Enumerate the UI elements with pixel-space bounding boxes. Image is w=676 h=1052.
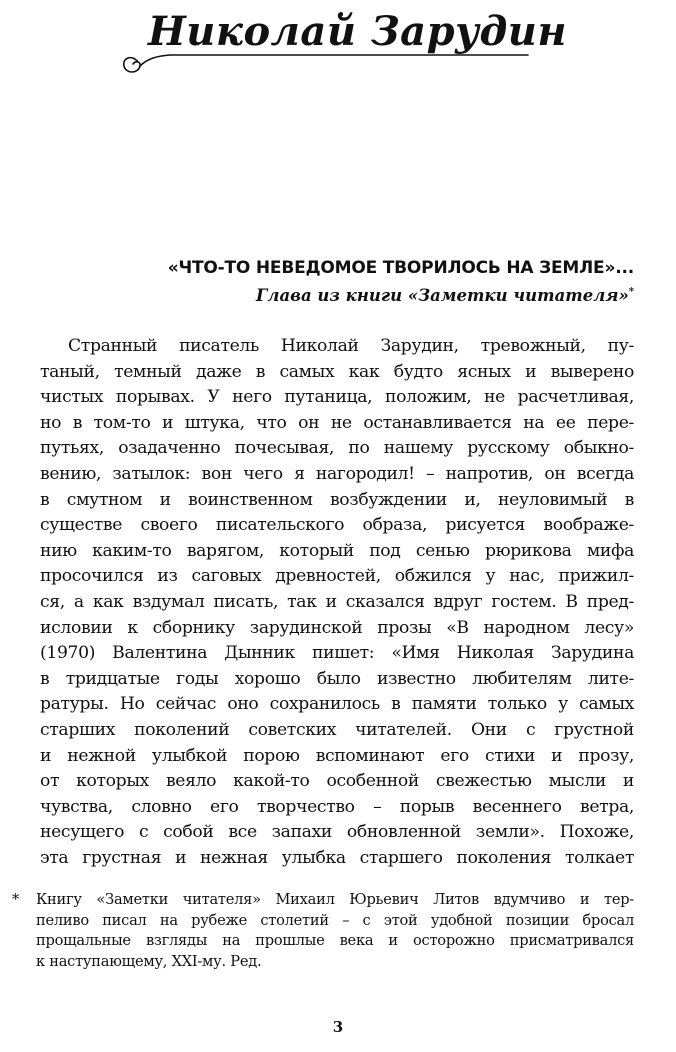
text-line: путьях, озадаченно почесывая, по нашему русскому обыкно-: [40, 438, 634, 459]
text-line: существе своего писательского образа, рисуется воображе-: [40, 515, 634, 536]
text-line: в смутном и воинственном возбуждении и, неуловимый в: [40, 489, 634, 510]
text-line: нию каким-то варягом, который под сенью рюрикова мифа: [40, 540, 634, 561]
text-line: в тридцатые годы хорошо было известно любителям лите-: [40, 668, 634, 689]
footnote-line: Книгу «Заметки читателя» Михаил Юрьевич Литов вдумчиво и тер-: [36, 891, 634, 908]
page-number: 3: [332, 1018, 344, 1036]
flourish-ornament-icon: [118, 50, 538, 80]
body-text: [40, 334, 634, 871]
text-line: Странный писатель Николай Зарудин, тревожный, пу-: [68, 336, 634, 356]
text-line: но в том-то и штука, что он не останавливается на ее пере-: [40, 412, 634, 433]
footnote-body: [36, 890, 634, 972]
text-line: несущего с собой все запахи обновленной земли». Похоже,: [40, 822, 634, 843]
text-line: и нежной улыбкой порою вспоминают его стихи и прозу,: [40, 745, 634, 766]
chapter-heading: [40, 254, 634, 310]
text-line: старших поколений советских читателей. Они с грустной: [40, 719, 634, 740]
chapter-subtitle: [40, 282, 634, 310]
footnote: [12, 890, 634, 972]
footnote-line: к наступающему, XXI-му. Ред.: [36, 952, 262, 970]
text-line: таный, темный даже в самых как будто ясных и выверено: [40, 361, 634, 382]
footnote-reference: *: [628, 286, 634, 298]
footnote-line: прощальные взгляды на прошлые века и осторожно присматривался: [36, 932, 634, 949]
text-line: ратуры. Но сейчас оно сохранилось в памяти только у самых: [40, 694, 634, 715]
text-line: (1970) Валентина Дынник пишет: «Имя Николая Зарудина: [40, 643, 634, 664]
text-line: вению, затылок: вон чего я нагородил! – напротив, он всегда: [40, 463, 634, 484]
chapter-subtitle-text: Глава из книги «Заметки читателя»: [255, 286, 629, 305]
text-line: исловии к сборнику зарудинской прозы «В народном лесу»: [40, 617, 634, 638]
text-line: чувства, словно его творчество – порыв весеннего ветра,: [40, 796, 634, 817]
text-line: просочился из саговых древностей, обжился у нас, прижил-: [40, 566, 634, 587]
text-line: ся, а как вздумал писать, так и сказался вдруг гостем. В пред-: [40, 591, 634, 612]
footnote-marker: *: [12, 891, 20, 908]
text-line: чистых порывах. У него путаница, положим, не расчетливая,: [40, 387, 634, 408]
footnote-line: пеливо писал на рубеже столетий – с этой удобной позиции бросал: [36, 911, 634, 929]
text-line: эта грустная и нежная улыбка старшего поколения толкает: [40, 847, 634, 868]
text-line: от которых веяло какой-то особенной свежестью мысли и: [40, 771, 634, 792]
author-title: Николай Зарудин: [148, 8, 568, 55]
chapter-title: «ЧТО-ТО НЕВЕДОМОЕ ТВОРИЛОСЬ НА ЗЕМЛЕ»...: [167, 258, 634, 278]
